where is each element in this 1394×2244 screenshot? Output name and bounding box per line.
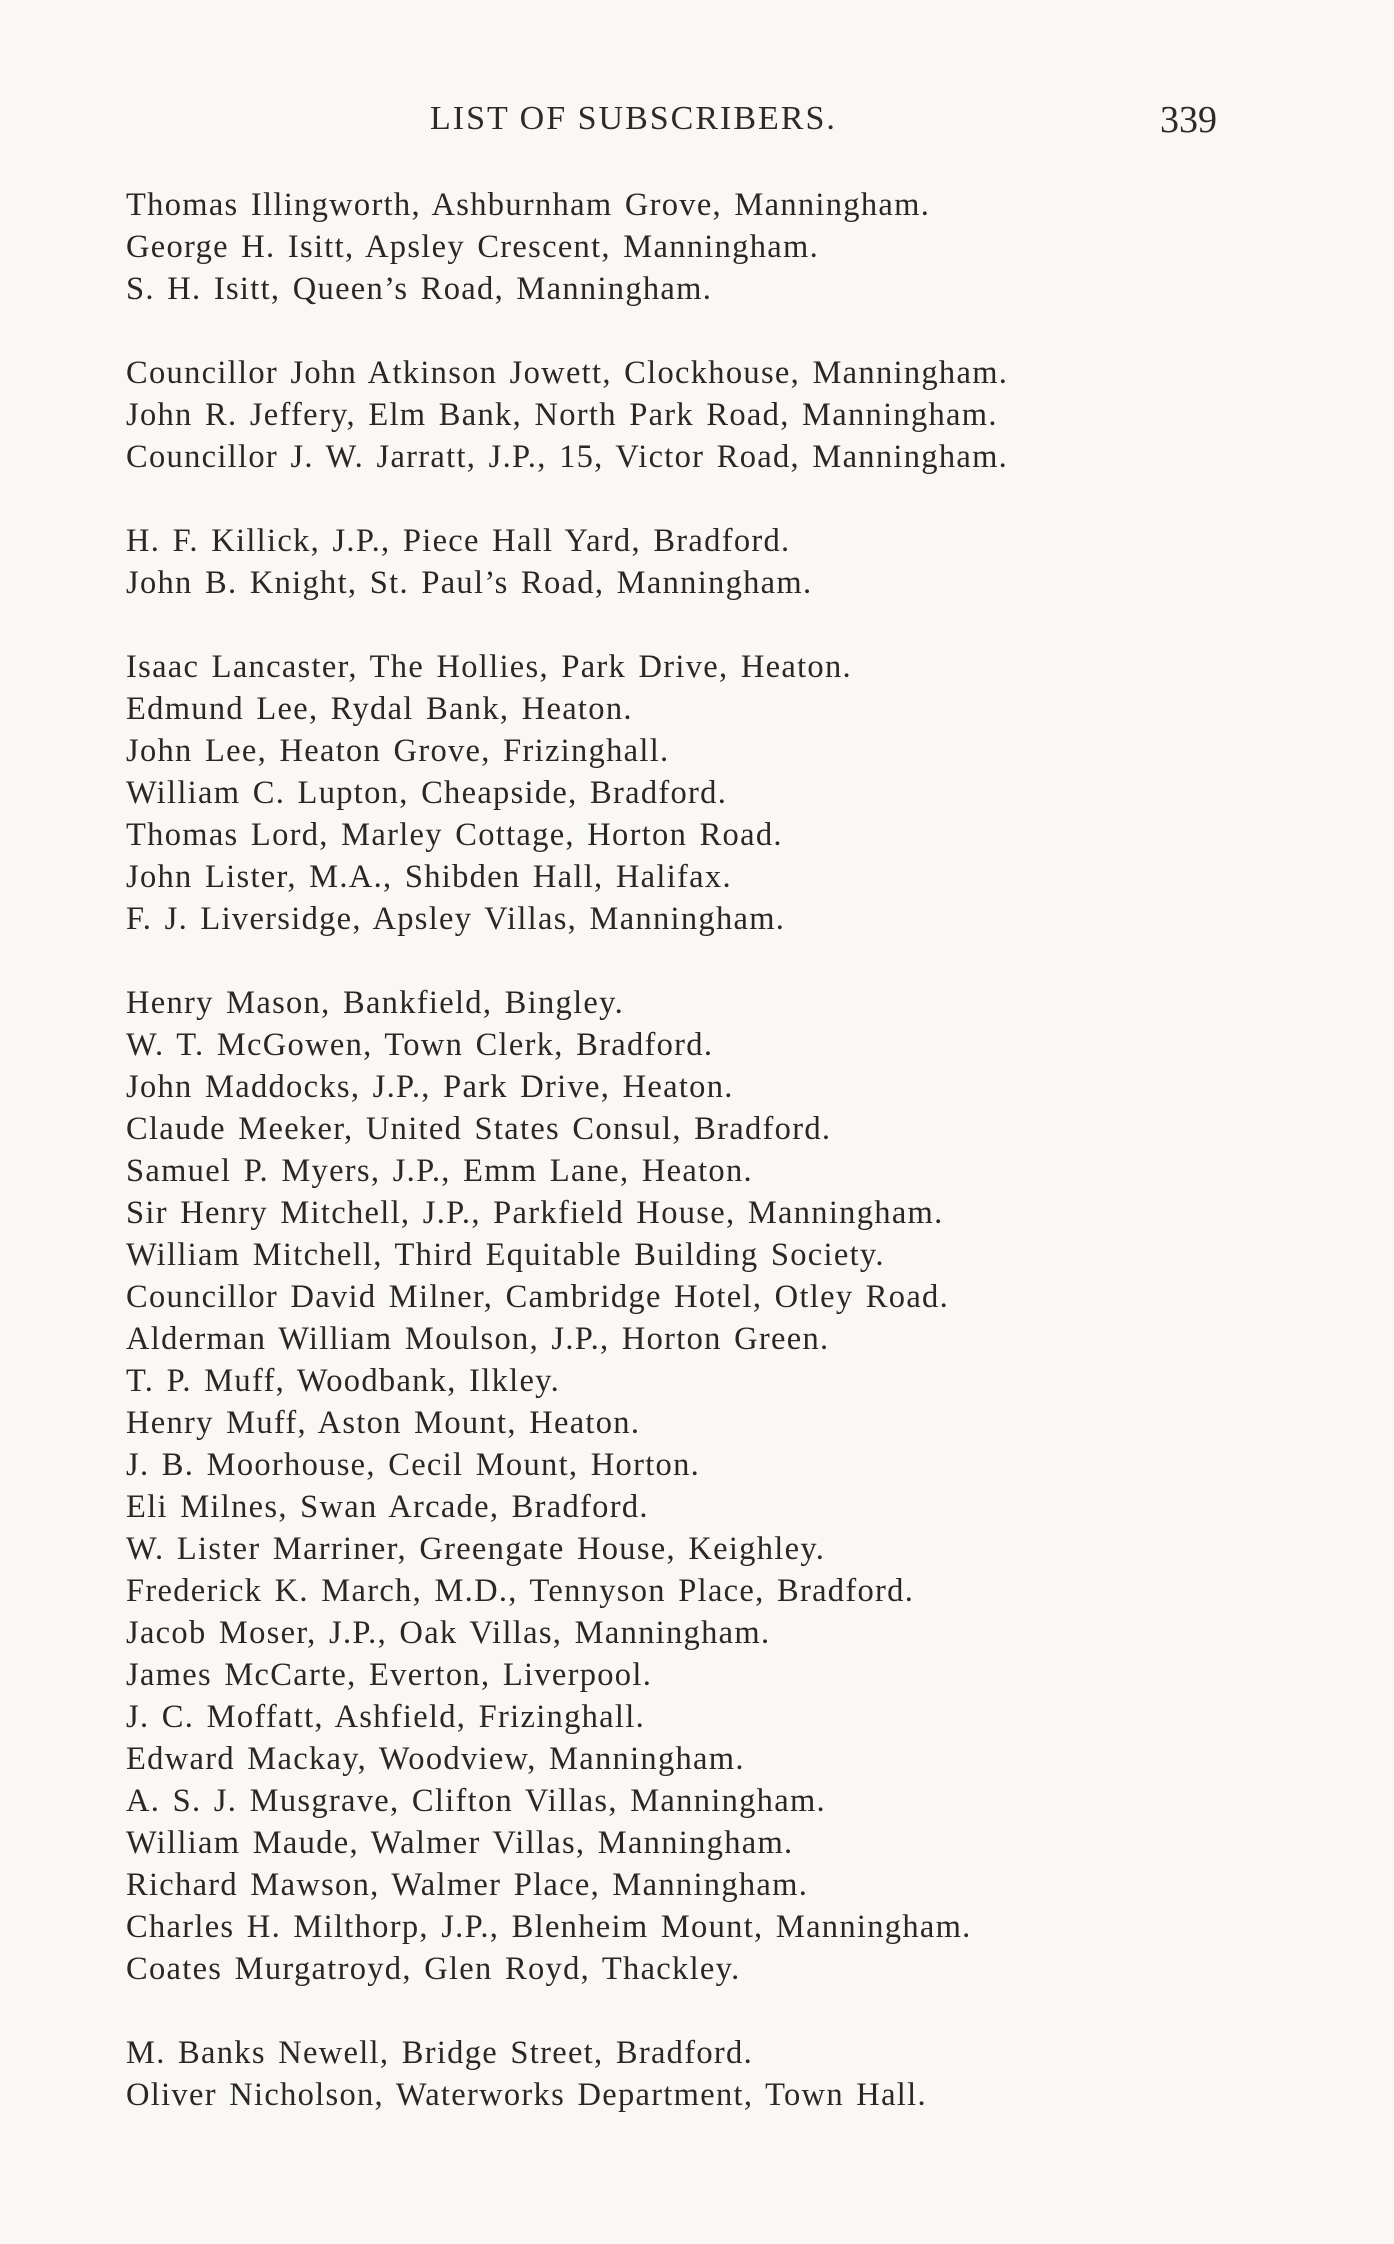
subscriber-list (126, 184, 1306, 2116)
subscriber-entry: T. P. Muff, Woodbank, Ilkley. (126, 1363, 561, 1399)
subscriber-entry: Samuel P. Myers, J.P., Emm Lane, Heaton. (126, 1153, 753, 1189)
subscriber-entry: Thomas Illingworth, Ashburnham Grove, Manningham. (126, 187, 931, 223)
subscriber-entry: William C. Lupton, Cheapside, Bradford. (126, 775, 728, 811)
subscriber-entry: Frederick K. March, M.D., Tennyson Place, Bradford. (126, 1573, 915, 1609)
subscriber-entry: W. T. McGowen, Town Clerk, Bradford. (126, 1027, 714, 1063)
subscriber-entry: Henry Muff, Aston Mount, Heaton. (126, 1405, 641, 1441)
subscriber-entry: A. S. J. Musgrave, Clifton Villas, Manningham. (126, 1783, 826, 1819)
subscriber-entry: William Mitchell, Third Equitable Building Society. (126, 1237, 885, 1273)
subscriber-group (126, 2032, 1306, 2116)
subscriber-group (126, 352, 1306, 478)
subscriber-entry: Henry Mason, Bankfield, Bingley. (126, 985, 624, 1021)
subscriber-group (126, 184, 1306, 310)
subscriber-entry: J. C. Moffatt, Ashfield, Frizinghall. (126, 1699, 645, 1735)
subscriber-entry: William Maude, Walmer Villas, Manningham. (126, 1825, 794, 1861)
subscriber-entry: John Maddocks, J.P., Park Drive, Heaton. (126, 1069, 734, 1105)
subscriber-entry: Coates Murgatroyd, Glen Royd, Thackley. (126, 1951, 741, 1987)
subscriber-entry: Eli Milnes, Swan Arcade, Bradford. (126, 1489, 649, 1525)
page-number: 339 (1160, 99, 1217, 141)
subscriber-entry: Oliver Nicholson, Waterworks Department, Town Hall. (126, 2077, 927, 2113)
subscriber-entry: Edmund Lee, Rydal Bank, Heaton. (126, 691, 633, 727)
subscriber-entry: Councillor David Milner, Cambridge Hotel, Otley Road. (126, 1279, 950, 1315)
subscriber-entry: Sir Henry Mitchell, J.P., Parkfield House, Manningham. (126, 1195, 944, 1231)
subscriber-entry: Thomas Lord, Marley Cottage, Horton Road. (126, 817, 783, 853)
subscriber-group (126, 982, 1306, 1990)
subscriber-entry: James McCarte, Everton, Liverpool. (126, 1657, 653, 1693)
subscriber-entry: Charles H. Milthorp, J.P., Blenheim Mount, Manningham. (126, 1909, 972, 1945)
subscriber-group (126, 646, 1306, 940)
subscriber-entry: J. B. Moorhouse, Cecil Mount, Horton. (126, 1447, 701, 1483)
subscriber-entry: John R. Jeffery, Elm Bank, North Park Road, Manningham. (126, 397, 998, 433)
subscriber-entry: John Lee, Heaton Grove, Frizinghall. (126, 733, 670, 769)
subscriber-entry: Claude Meeker, United States Consul, Bradford. (126, 1111, 832, 1147)
subscriber-group (126, 520, 1306, 604)
subscriber-entry: H. F. Killick, J.P., Piece Hall Yard, Bradford. (126, 523, 791, 559)
subscriber-entry: Edward Mackay, Woodview, Manningham. (126, 1741, 745, 1777)
subscriber-entry: S. H. Isitt, Queen’s Road, Manningham. (126, 271, 713, 307)
subscriber-entry: F. J. Liversidge, Apsley Villas, Manningham. (126, 901, 786, 937)
subscriber-entry: Jacob Moser, J.P., Oak Villas, Manningham. (126, 1615, 771, 1651)
subscriber-entry: Isaac Lancaster, The Hollies, Park Drive, Heaton. (126, 649, 852, 685)
subscriber-entry: Councillor J. W. Jarratt, J.P., 15, Victor Road, Manningham. (126, 439, 1009, 475)
subscriber-entry: John Lister, M.A., Shibden Hall, Halifax. (126, 859, 732, 895)
subscriber-entry: George H. Isitt, Apsley Crescent, Manningham. (126, 229, 819, 265)
subscriber-entry: Richard Mawson, Walmer Place, Manningham. (126, 1867, 809, 1903)
subscriber-entry: John B. Knight, St. Paul’s Road, Manningham. (126, 565, 813, 601)
subscriber-entry: Alderman William Moulson, J.P., Horton Green. (126, 1321, 830, 1357)
subscriber-entry: M. Banks Newell, Bridge Street, Bradford. (126, 2035, 754, 2071)
running-title: LIST OF SUBSCRIBERS. (430, 100, 837, 137)
running-head (0, 100, 1394, 150)
subscriber-entry: Councillor John Atkinson Jowett, Clockhouse, Manningham. (126, 355, 1009, 391)
subscriber-entry: W. Lister Marriner, Greengate House, Keighley. (126, 1531, 826, 1567)
